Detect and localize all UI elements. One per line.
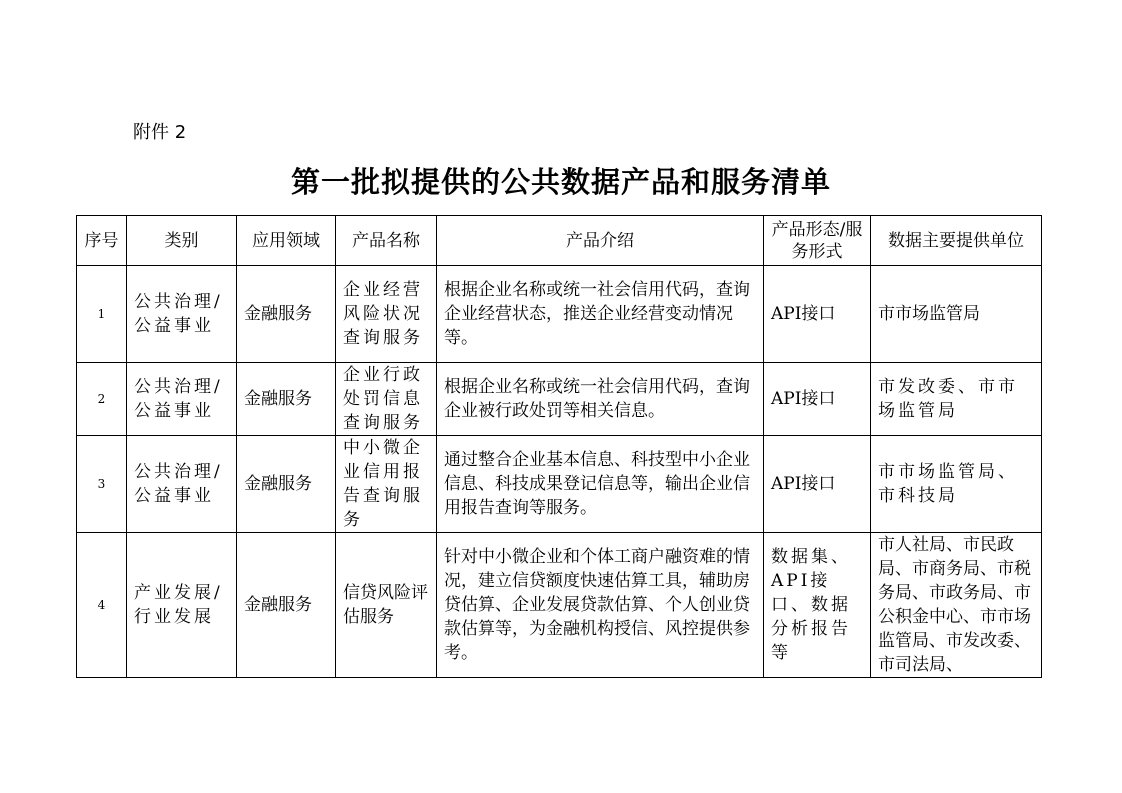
row-intro: 根据企业名称或统一社会信用代码，查询企业被行政处罚等相关信息。	[437, 363, 764, 436]
row-no: 1	[77, 266, 127, 363]
row-provider: 市发改委、市市场监管局	[871, 363, 1042, 436]
row-form: 数据集、API接口、数据分析报告等	[764, 533, 871, 678]
row-form: API接口	[764, 436, 871, 533]
row-no: 3	[77, 436, 127, 533]
row-form: API接口	[764, 266, 871, 363]
header-field: 应用领域	[237, 216, 336, 266]
header-form: 产品形态/服务形式	[764, 216, 871, 266]
row-form: API接口	[764, 363, 871, 436]
row-category: 公共治理/公益事业	[127, 363, 237, 436]
row-category: 产业发展/行业发展	[127, 533, 237, 678]
header-no: 序号	[77, 216, 127, 266]
row-category: 公共治理/公益事业	[127, 266, 237, 363]
row-field: 金融服务	[237, 533, 336, 678]
header-provider: 数据主要提供单位	[871, 216, 1042, 266]
table-row	[77, 533, 1042, 678]
row-field: 金融服务	[237, 436, 336, 533]
header-category: 类别	[127, 216, 237, 266]
table-row	[77, 363, 1042, 436]
row-product: 企业行政处罚信息查询服务	[336, 363, 437, 436]
data-product-table	[76, 215, 1042, 678]
table-row	[77, 436, 1042, 533]
header-intro: 产品介绍	[437, 216, 764, 266]
row-provider: 市人社局、市民政局、市商务局、市税务局、市政务局、市公积金中心、市市场监管局、市发改委、市司法局、	[871, 533, 1042, 678]
page-title: 第一批拟提供的公共数据产品和服务清单	[290, 165, 831, 199]
table-header-row	[77, 216, 1042, 266]
row-intro: 通过整合企业基本信息、科技型中小企业信息、科技成果登记信息等，输出企业信用报告查询等服务。	[437, 436, 764, 533]
attachment-label: 附件 2	[133, 122, 187, 143]
row-field: 金融服务	[237, 363, 336, 436]
row-category: 公共治理/公益事业	[127, 436, 237, 533]
row-product: 中小微企业信用报告查询服务	[336, 436, 437, 533]
row-provider: 市市场监管局、市科技局	[871, 436, 1042, 533]
row-no: 4	[77, 533, 127, 678]
row-field: 金融服务	[237, 266, 336, 363]
row-no: 2	[77, 363, 127, 436]
row-product: 企业经营风险状况查询服务	[336, 266, 437, 363]
table-row	[77, 266, 1042, 363]
row-product: 信贷风险评估服务	[336, 533, 437, 678]
header-product: 产品名称	[336, 216, 437, 266]
row-provider: 市市场监管局	[871, 266, 1042, 363]
row-intro: 针对中小微企业和个体工商户融资难的情况，建立信贷额度快速估算工具，辅助房贷估算、企业发展贷款估算、个人创业贷款估算等，为金融机构授信、风控提供参考。	[437, 533, 764, 678]
row-intro: 根据企业名称或统一社会信用代码，查询企业经营状态，推送企业经营变动情况等。	[437, 266, 764, 363]
